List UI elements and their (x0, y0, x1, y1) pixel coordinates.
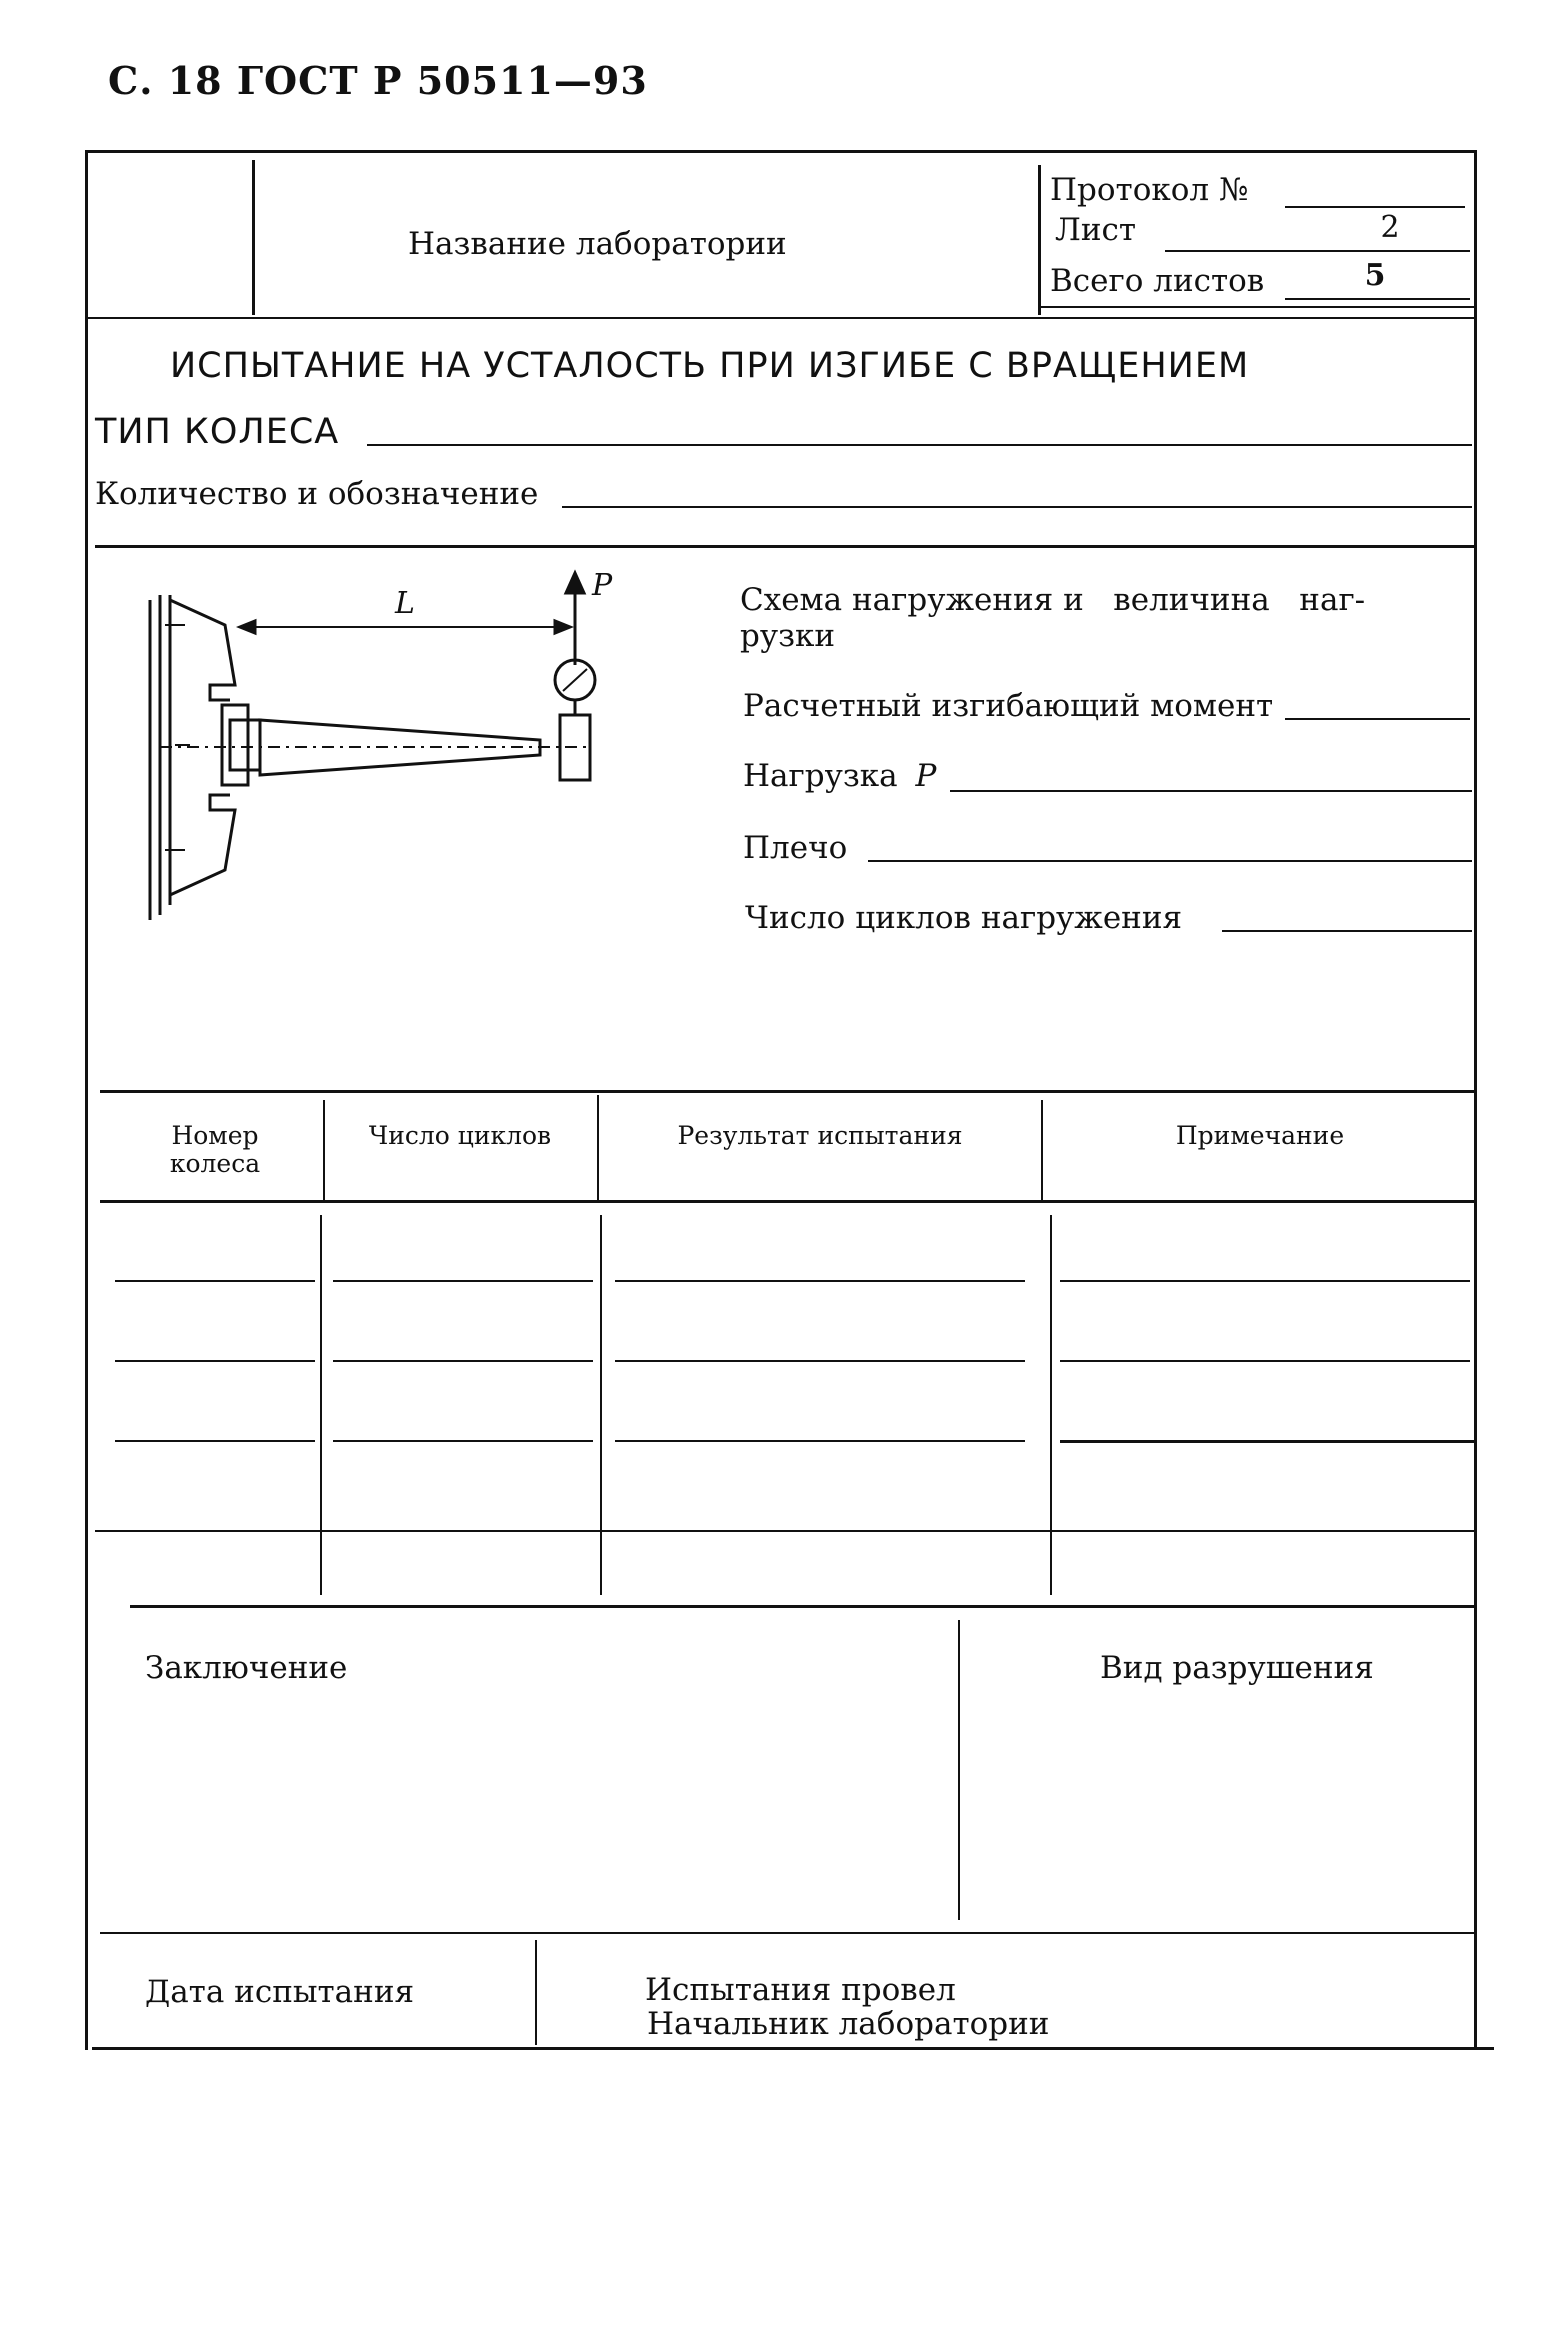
conclusion-label: Заключение (145, 1650, 348, 1686)
cycles-label: Число циклов нагружения (745, 900, 1183, 936)
wheel-type-field-line (367, 444, 1472, 446)
moment-label: Расчетный изгибающий момент (743, 688, 1274, 724)
diagram-label-L: L (395, 586, 415, 621)
frame-right (1474, 150, 1477, 2050)
diagram-label-P: P (592, 568, 613, 603)
load-symbol: P (915, 758, 937, 794)
sheet-value-line (1165, 250, 1470, 252)
cycles-field-line (1222, 930, 1472, 932)
load-field-line (950, 790, 1472, 792)
protocol-label: Протокол № (1050, 172, 1249, 208)
header-bottom-line (85, 317, 1475, 319)
table-row-line (95, 1530, 1475, 1532)
load-label (743, 758, 936, 794)
wheel-type-label: ТИП КОЛЕСА (95, 412, 340, 452)
load-arrowhead (566, 573, 584, 593)
header-bottom-line-2 (1040, 306, 1475, 308)
dimension-L-arrow-right (555, 621, 570, 633)
dimension-L-arrow-left (240, 621, 255, 633)
frame-bottom (92, 2047, 1494, 2050)
table-body-col-2 (600, 1215, 602, 1595)
quantity-label: Количество и обозначение (95, 476, 539, 512)
table-row-line (115, 1280, 315, 1282)
dynamometer-needle (563, 669, 587, 691)
table-row-line (615, 1440, 1025, 1442)
header-divider-left (252, 160, 255, 315)
table-row-line (615, 1360, 1025, 1362)
table-row-line (1060, 1440, 1475, 1443)
table-row-line (333, 1360, 593, 1362)
table-row-line (1060, 1280, 1470, 1282)
section-divider-1 (95, 545, 1475, 548)
test-title: ИСПЫТАНИЕ НА УСТАЛОСТЬ ПРИ ИЗГИБЕ С ВРАЩЕНИЕМ (170, 346, 1250, 386)
table-col-divider-3 (1041, 1100, 1043, 1200)
table-row-line (615, 1280, 1025, 1282)
bottom-section-top-line (130, 1605, 1475, 1608)
table-header-result: Результат испытания (677, 1121, 963, 1150)
header-divider-right (1038, 165, 1041, 315)
flange (230, 720, 260, 770)
lab-head-label: Начальник лаборатории (647, 2006, 1050, 2042)
table-col-divider-2 (597, 1095, 599, 1203)
scheme-caption-line2: рузки (740, 618, 836, 654)
fracture-type-label: Вид разрушения (1100, 1650, 1374, 1686)
table-row-line (115, 1440, 315, 1442)
table-top-line (100, 1090, 1475, 1093)
total-sheets-label: Всего листов (1050, 263, 1265, 299)
quantity-field-line (562, 506, 1472, 508)
load-label-text: Нагрузка (743, 758, 898, 794)
table-body-col-3 (1050, 1215, 1052, 1595)
sheet-label: Лист (1055, 212, 1137, 248)
table-body-col-1 (320, 1215, 322, 1595)
table-header-wheel-number: Номер колеса (169, 1121, 261, 1178)
protocol-value-line (1285, 206, 1465, 208)
bottom-section-divider (958, 1620, 960, 1920)
table-row-line (1060, 1360, 1470, 1362)
table-header-bottom-line (100, 1200, 1475, 1203)
frame-left (85, 150, 88, 2050)
arm-field-line (868, 860, 1472, 862)
table-header-note: Примечание (1175, 1121, 1345, 1150)
signature-section-divider (535, 1940, 537, 2045)
table-row-line (333, 1440, 593, 1442)
table-header-cycles: Число циклов (368, 1121, 552, 1150)
total-sheets-value: 5 (1364, 258, 1386, 293)
sheet-value: 2 (1380, 210, 1400, 245)
table-row-line (115, 1360, 315, 1362)
tested-by-label: Испытания провел (645, 1972, 956, 2008)
signature-section-top-line (100, 1932, 1475, 1934)
table-row-line (333, 1280, 593, 1282)
page-header: С. 18 ГОСТ Р 50511—93 (108, 58, 648, 103)
lab-name: Название лаборатории (408, 226, 787, 262)
arm-label: Плечо (743, 830, 848, 866)
scheme-caption-line1: Схема нагружения и величина наг- (740, 582, 1366, 618)
hub (222, 705, 248, 785)
upper-bracket (170, 600, 235, 700)
total-sheets-value-line (1285, 298, 1470, 300)
table-col-divider-1 (323, 1100, 325, 1200)
loading-scheme-diagram (130, 565, 630, 935)
test-date-label: Дата испытания (145, 1974, 415, 2010)
frame-top (85, 150, 1475, 153)
lower-bracket (170, 795, 235, 895)
moment-field-line (1285, 718, 1470, 720)
